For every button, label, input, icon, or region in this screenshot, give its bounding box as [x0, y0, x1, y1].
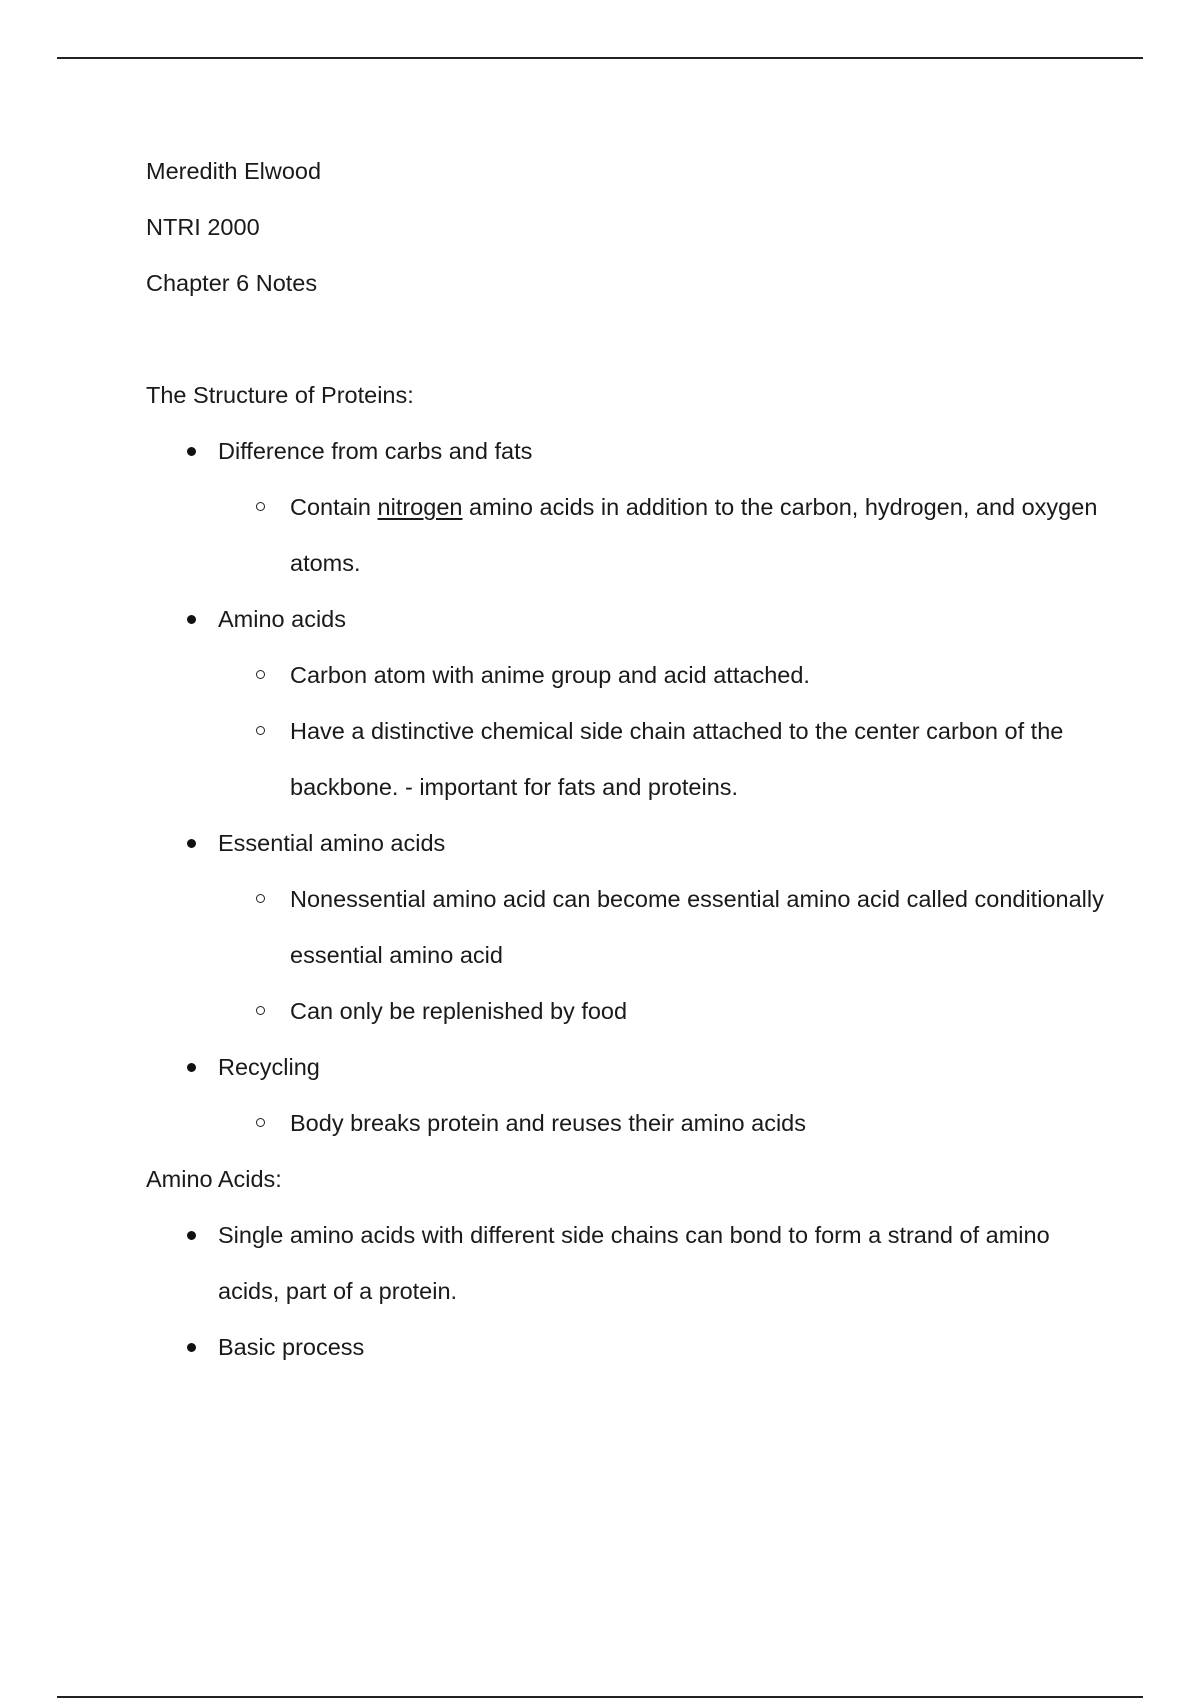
sub-item-text: Have a distinctive chemical side chain attached to the center carbon of the backbone. - important for fats and proteins.	[290, 718, 1064, 800]
list-item	[146, 591, 1106, 815]
filled-bullet-icon	[187, 615, 196, 624]
structure-list	[146, 423, 1106, 1151]
bottom-rule	[57, 1696, 1143, 1698]
filled-bullet-icon	[187, 1063, 196, 1072]
list-item	[146, 815, 1106, 1039]
author-name: Meredith Elwood	[146, 158, 322, 184]
hollow-bullet-icon	[256, 1006, 265, 1015]
sub-list-item	[218, 1095, 1106, 1151]
list-item-label: Difference from carbs and fats	[218, 438, 533, 464]
list-item-label: Basic process	[218, 1334, 365, 1360]
list-item	[146, 1319, 1106, 1375]
document-body	[146, 143, 1106, 1375]
sub-list	[218, 1095, 1106, 1151]
list-item	[146, 1039, 1106, 1151]
sub-list-item	[218, 647, 1106, 703]
filled-bullet-icon	[187, 1343, 196, 1352]
list-item-label: Recycling	[218, 1054, 320, 1080]
section-heading-structure: The Structure of Proteins:	[146, 382, 414, 408]
sub-list	[218, 647, 1106, 815]
sub-item-text: Nonessential amino acid can become essential amino acid called conditionally essential amino acid	[290, 886, 1104, 968]
sub-list-item	[218, 703, 1106, 815]
hollow-bullet-icon	[256, 1118, 265, 1127]
hollow-bullet-icon	[256, 502, 265, 511]
sub-item-text: Can only be replenished by food	[290, 998, 628, 1024]
filled-bullet-icon	[187, 839, 196, 848]
sub-item-text-pre: Contain	[290, 494, 378, 520]
top-rule	[57, 57, 1143, 59]
list-item	[146, 423, 1106, 591]
list-item-label: Amino acids	[218, 606, 346, 632]
sub-list	[218, 871, 1106, 1039]
course-code: NTRI 2000	[146, 214, 260, 240]
filled-bullet-icon	[187, 1231, 196, 1240]
document-title: Chapter 6 Notes	[146, 270, 318, 296]
sub-list-item	[218, 871, 1106, 983]
sub-list-item	[218, 983, 1106, 1039]
sub-list	[218, 479, 1106, 591]
hollow-bullet-icon	[256, 894, 265, 903]
list-item-label: Single amino acids with different side chains can bond to form a strand of amino acids, part of a protein.	[218, 1222, 1050, 1304]
amino-acids-list	[146, 1207, 1106, 1375]
sub-item-text: Body breaks protein and reuses their amino acids	[290, 1110, 806, 1136]
list-item	[146, 1207, 1106, 1319]
blank-line	[146, 311, 1106, 367]
hollow-bullet-icon	[256, 670, 265, 679]
section-heading-amino-acids: Amino Acids:	[146, 1166, 282, 1192]
sub-item-text: Carbon atom with anime group and acid attached.	[290, 662, 810, 688]
list-item-label: Essential amino acids	[218, 830, 446, 856]
sub-list-item	[218, 479, 1106, 591]
hollow-bullet-icon	[256, 726, 265, 735]
filled-bullet-icon	[187, 447, 196, 456]
sub-item-text-post: amino acids in addition to the carbon, hydrogen, and oxygen atoms.	[290, 494, 1098, 576]
underlined-term: nitrogen	[377, 494, 463, 520]
